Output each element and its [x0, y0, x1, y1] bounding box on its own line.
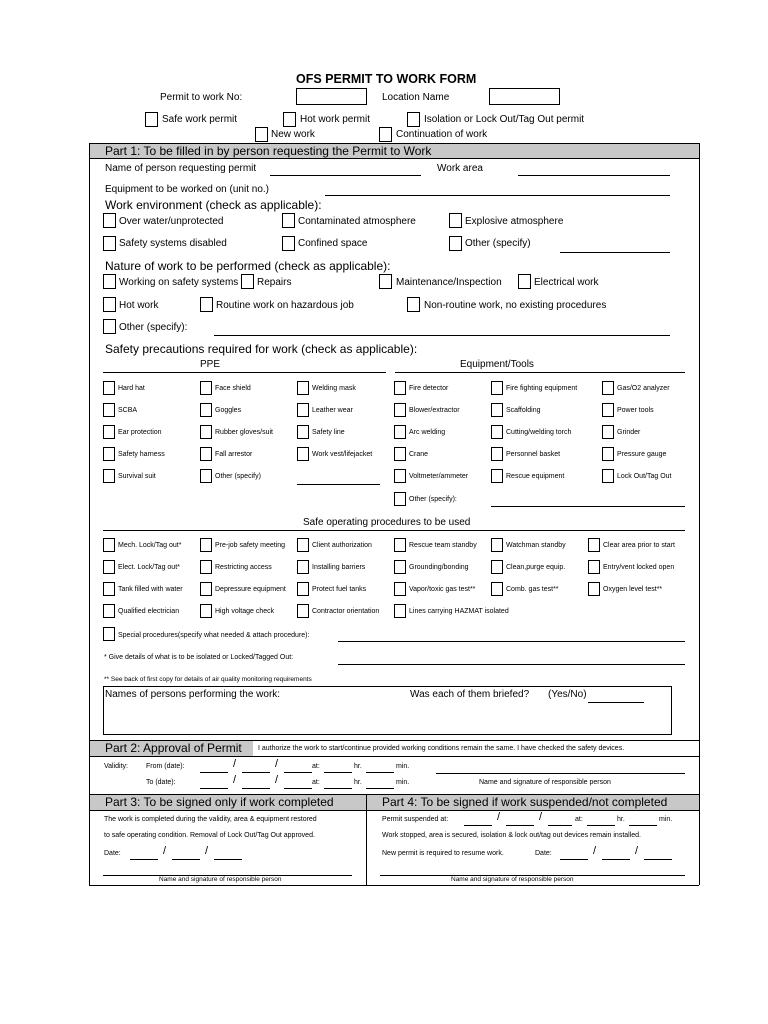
- precautions-heading: Safety precautions required for work (check as applicable):: [105, 342, 418, 356]
- sop-label: Oxygen level test**: [603, 586, 663, 593]
- part4-hr-label: hr.: [617, 816, 625, 823]
- part4-slash-1: /: [497, 811, 501, 823]
- ppe-checkbox[interactable]: [297, 403, 309, 417]
- sop-checkbox[interactable]: [588, 560, 600, 574]
- part4-suspended-label: Permit suspended at:: [382, 816, 449, 823]
- ppe-checkbox[interactable]: [297, 425, 309, 439]
- env-other-label: Other (specify): [465, 238, 531, 249]
- equipment-label: Rescue equipment: [506, 473, 565, 480]
- safety-disabled-checkbox[interactable]: [103, 236, 116, 251]
- equipment-checkbox[interactable]: [394, 447, 406, 461]
- ppe-checkbox[interactable]: [297, 447, 309, 461]
- ppe-checkbox[interactable]: [200, 425, 212, 439]
- to-year-line[interactable]: [284, 788, 312, 789]
- safe-work-permit-label: Safe work permit: [162, 114, 238, 125]
- equipment-label: Crane: [409, 451, 429, 458]
- part4-month-line[interactable]: [506, 825, 534, 826]
- to-date-label: To (date):: [146, 779, 176, 786]
- hot-work-permit-checkbox[interactable]: [283, 112, 296, 127]
- part2-heading: Part 2: Approval of Permit: [105, 741, 242, 755]
- hot-work-permit-label: Hot work permit: [300, 114, 371, 125]
- equipment-other-line[interactable]: [491, 506, 685, 507]
- sop-label: Contractor orientation: [312, 608, 380, 615]
- ppe-label: Other (specify): [215, 473, 261, 480]
- sop-label: Protect fuel tanks: [312, 586, 367, 593]
- new-work-checkbox[interactable]: [255, 127, 268, 142]
- sop-checkbox[interactable]: [491, 538, 503, 552]
- sop-checkbox[interactable]: [588, 582, 600, 596]
- ppe-checkbox[interactable]: [103, 469, 115, 483]
- part1-heading-rule: [89, 158, 699, 159]
- part4-hour-line[interactable]: [587, 825, 615, 826]
- ppe-checkbox[interactable]: [200, 469, 212, 483]
- equipment-checkbox[interactable]: [394, 469, 406, 483]
- ppe-checkbox[interactable]: [297, 381, 309, 395]
- part3-signature-label: Name and signature of responsible person: [159, 876, 282, 883]
- equip-rule: [395, 372, 685, 373]
- confined-label: Confined space: [298, 238, 368, 249]
- part3-line2: to safe operating condition. Removal of Lock Out/Tag Out approved.: [104, 832, 315, 839]
- ppe-label: Safety harness: [118, 451, 165, 458]
- from-month-line[interactable]: [242, 772, 270, 773]
- equipment-label: Pressure gauge: [617, 451, 667, 458]
- equipment-label: Equipment to be worked on (unit no.): [105, 184, 269, 195]
- equipment-tools-heading: Equipment/Tools: [460, 359, 534, 370]
- isolation-note-line[interactable]: [338, 664, 685, 665]
- ppe-label: Leather wear: [312, 407, 353, 414]
- equipment-checkbox[interactable]: [491, 381, 503, 395]
- safety-systems-label: Working on safety systems: [119, 277, 239, 288]
- briefed-label: Was each of them briefed?: [410, 689, 530, 700]
- sop-label: High voltage check: [215, 608, 275, 615]
- nature-hot-work-checkbox[interactable]: [103, 297, 116, 312]
- equipment-checkbox[interactable]: [602, 469, 614, 483]
- equipment-checkbox[interactable]: [394, 403, 406, 417]
- part3-heading-rule: [89, 810, 699, 811]
- safety-systems-checkbox[interactable]: [103, 274, 116, 289]
- sop-label: Rescue team standby: [409, 542, 477, 549]
- ppe-label: Hard hat: [118, 385, 145, 392]
- ppe-label: Work vest/lifejacket: [312, 451, 373, 458]
- equipment-checkbox[interactable]: [491, 469, 503, 483]
- non-routine-checkbox[interactable]: [407, 297, 420, 312]
- sop-heading: Safe operating procedures to be used: [303, 517, 471, 528]
- from-min-label: min.: [396, 763, 410, 770]
- ppe-checkbox[interactable]: [103, 447, 115, 461]
- part4-date-day-line[interactable]: [560, 859, 588, 860]
- nature-other-label: Other (specify):: [119, 322, 188, 333]
- sop-label: Depressure equipment: [215, 586, 286, 593]
- sop-checkbox[interactable]: [103, 538, 115, 552]
- ppe-label: Face shield: [215, 385, 251, 392]
- contaminated-label: Contaminated atmosphere: [298, 216, 416, 227]
- ppe-other-line[interactable]: [297, 484, 380, 485]
- part4-line2: Work stopped, area is secured, isolation & lock out/tag out devices remain installed.: [382, 832, 642, 839]
- sop-checkbox[interactable]: [297, 582, 309, 596]
- nature-other-checkbox[interactable]: [103, 319, 116, 334]
- part4-line3: New permit is required to resume work.: [382, 850, 504, 857]
- equipment-label: Fire fighting equipment: [506, 385, 578, 392]
- frame-left: [89, 143, 90, 885]
- equipment-checkbox[interactable]: [602, 381, 614, 395]
- yes-no-label: (Yes/No): [548, 689, 587, 700]
- sop-label: Installing barriers: [312, 564, 366, 571]
- sop-label: Entry/vent locked open: [603, 564, 675, 571]
- work-area-line[interactable]: [518, 175, 670, 176]
- sop-checkbox[interactable]: [297, 560, 309, 574]
- ppe-label: Survival suit: [118, 473, 156, 480]
- routine-checkbox[interactable]: [200, 297, 213, 312]
- nature-hot-work-label: Hot work: [119, 300, 159, 311]
- confined-checkbox[interactable]: [282, 236, 295, 251]
- part3-part4-divider: [366, 794, 367, 885]
- equipment-checkbox[interactable]: [602, 425, 614, 439]
- part4-min-line[interactable]: [629, 825, 657, 826]
- part3-line1: The work is completed during the validity, area & equipment restored: [104, 816, 317, 823]
- equipment-checkbox[interactable]: [491, 447, 503, 461]
- location-field[interactable]: [489, 88, 560, 105]
- work-area-label: Work area: [437, 163, 483, 174]
- ppe-rule: [103, 372, 386, 373]
- env-other-checkbox[interactable]: [449, 236, 462, 251]
- over-water-label: Over water/unprotected: [119, 216, 224, 227]
- frame-bottom: [89, 885, 699, 886]
- permit-no-label: Permit to work No:: [160, 92, 243, 103]
- maintenance-label: Maintenance/Inspection: [396, 277, 502, 288]
- special-procedures-line[interactable]: [338, 641, 685, 642]
- equipment-label: Lock Out/Tag Out: [617, 473, 672, 480]
- sop-label: Pre-job safety meeting: [215, 542, 286, 549]
- yes-no-line[interactable]: [588, 702, 644, 703]
- sop-checkbox[interactable]: [394, 538, 406, 552]
- env-other-line[interactable]: [560, 252, 670, 253]
- equipment-checkbox[interactable]: [602, 403, 614, 417]
- part4-date-year-line[interactable]: [644, 859, 672, 860]
- new-work-label: New work: [271, 129, 315, 140]
- equipment-label: Power tools: [617, 407, 654, 414]
- ppe-label: Goggles: [215, 407, 242, 414]
- maintenance-checkbox[interactable]: [379, 274, 392, 289]
- part4-signature-label: Name and signature of responsible person: [451, 876, 574, 883]
- ppe-label: Welding mask: [312, 385, 356, 392]
- from-min-line[interactable]: [366, 772, 394, 773]
- nature-other-line[interactable]: [214, 335, 670, 336]
- part3-date-label: Date:: [104, 850, 121, 857]
- air-quality-note: ** See back of first copy for details of air quality monitoring requirements: [104, 676, 312, 683]
- over-water-checkbox[interactable]: [103, 213, 116, 228]
- requester-name-label: Name of person requesting permit: [105, 163, 257, 174]
- equipment-label: Scaffolding: [506, 407, 541, 414]
- safe-work-permit-checkbox[interactable]: [145, 112, 158, 127]
- to-hr-label: hr.: [354, 779, 362, 786]
- equipment-label: Fire detector: [409, 385, 449, 392]
- sop-checkbox[interactable]: [588, 538, 600, 552]
- requester-name-line[interactable]: [270, 175, 421, 176]
- sop-label: Elect. Lock/Tag out*: [118, 564, 180, 571]
- sop-checkbox[interactable]: [297, 604, 309, 618]
- equipment-label: Other (specify):: [409, 496, 457, 503]
- validity-label: Validity:: [104, 763, 128, 770]
- permit-no-field[interactable]: [296, 88, 367, 105]
- from-at-label: at:: [312, 763, 320, 770]
- part1-heading: Part 1: To be filled in by person requesting the Permit to Work: [105, 144, 432, 158]
- isolation-permit-label: Isolation or Lock Out/Tag Out permit: [424, 114, 585, 125]
- part2-signature-label: Name and signature of responsible person: [479, 779, 611, 786]
- sop-label: Client authorization: [312, 542, 372, 549]
- continuation-checkbox[interactable]: [379, 127, 392, 142]
- to-day-line[interactable]: [200, 788, 228, 789]
- equipment-label: Grinder: [617, 429, 641, 436]
- sop-label: Clean,purge equip.: [506, 564, 566, 571]
- to-month-line[interactable]: [242, 788, 270, 789]
- safety-disabled-label: Safety systems disabled: [119, 238, 227, 249]
- part4-date-slash-1: /: [593, 845, 597, 857]
- equipment-label: Personnel basket: [506, 451, 561, 458]
- part4-at-label: at:: [575, 816, 583, 823]
- location-label: Location Name: [382, 92, 450, 103]
- sop-label: Mech. Lock/Tag out*: [118, 542, 182, 549]
- sop-checkbox[interactable]: [491, 582, 503, 596]
- part3-slash-1: /: [163, 845, 167, 857]
- sop-label: Restricting access: [215, 564, 272, 571]
- ppe-checkbox[interactable]: [103, 381, 115, 395]
- sop-checkbox[interactable]: [394, 604, 406, 618]
- ppe-label: Ear protection: [118, 429, 162, 436]
- from-year-line[interactable]: [284, 772, 312, 773]
- part2-heading-rule: [89, 756, 699, 757]
- part2-signature-line[interactable]: [436, 773, 685, 774]
- sop-label: Grounding/bonding: [409, 564, 469, 571]
- sop-label: Clear area prior to start: [603, 542, 675, 549]
- equipment-checkbox[interactable]: [394, 425, 406, 439]
- sop-checkbox[interactable]: [103, 604, 115, 618]
- sop-checkbox[interactable]: [297, 538, 309, 552]
- part4-min-label: min.: [659, 816, 673, 823]
- equipment-checkbox[interactable]: [602, 447, 614, 461]
- to-slash-2: /: [275, 774, 279, 786]
- sop-label: Tank filled with water: [118, 586, 183, 593]
- persons-label: Names of persons performing the work:: [105, 689, 281, 700]
- part4-year-line[interactable]: [548, 825, 572, 826]
- equipment-checkbox[interactable]: [491, 403, 503, 417]
- part4-date-month-line[interactable]: [602, 859, 630, 860]
- sop-label: Lines carrying HAZMAT isolated: [409, 608, 509, 615]
- non-routine-label: Non-routine work, no existing procedures: [424, 300, 607, 311]
- from-hour-line[interactable]: [324, 772, 352, 773]
- part3-slash-2: /: [205, 845, 209, 857]
- from-date-label: From (date):: [146, 763, 185, 770]
- equipment-label: Voltmeter/ammeter: [409, 473, 469, 480]
- part4-day-line[interactable]: [464, 825, 492, 826]
- part2-authorize-text: I authorize the work to start/continue provided working conditions remain the same. I have checked the safety devices.: [258, 745, 625, 752]
- part3-month-line[interactable]: [172, 859, 200, 860]
- ppe-heading: PPE: [200, 359, 221, 370]
- repairs-label: Repairs: [257, 277, 292, 288]
- routine-label: Routine work on hazardous job: [216, 300, 354, 311]
- equipment-label: Arc welding: [409, 429, 446, 436]
- sop-checkbox[interactable]: [103, 560, 115, 574]
- env-heading: Work environment (check as applicable):: [105, 198, 322, 212]
- part3-day-line[interactable]: [130, 859, 158, 860]
- part4-heading: Part 4: To be signed if work suspended/not completed: [382, 795, 668, 809]
- ppe-checkbox[interactable]: [200, 447, 212, 461]
- isolation-note: * Give details of what is to be isolated or Locked/Tagged Out:: [104, 654, 294, 661]
- repairs-checkbox[interactable]: [241, 274, 254, 289]
- special-procedures-label: Special procedures(specify what needed & attach procedure):: [118, 632, 310, 639]
- sop-label: Qualified electrician: [118, 608, 180, 615]
- explosive-checkbox[interactable]: [449, 213, 462, 228]
- equipment-label: Gas/O2 analyzer: [617, 385, 670, 392]
- part3-heading: Part 3: To be signed only if work completed: [105, 795, 334, 809]
- electrical-label: Electrical work: [534, 277, 599, 288]
- part4-date-slash-2: /: [635, 845, 639, 857]
- continuation-label: Continuation of work: [396, 129, 488, 140]
- sop-checkbox[interactable]: [103, 582, 115, 596]
- to-min-line[interactable]: [366, 788, 394, 789]
- special-procedures-checkbox[interactable]: [103, 627, 115, 641]
- electrical-checkbox[interactable]: [518, 274, 531, 289]
- sop-label: Watchman standby: [506, 542, 566, 549]
- sop-checkbox[interactable]: [200, 582, 212, 596]
- form-title: OFS PERMIT TO WORK FORM: [296, 72, 477, 86]
- ppe-label: Rubber gloves/suit: [215, 429, 273, 436]
- from-slash-1: /: [233, 758, 237, 770]
- explosive-label: Explosive atmosphere: [465, 216, 564, 227]
- to-slash-1: /: [233, 774, 237, 786]
- sop-checkbox[interactable]: [200, 604, 212, 618]
- sop-rule: [103, 530, 685, 531]
- ppe-label: SCBA: [118, 407, 138, 414]
- part4-slash-2: /: [539, 811, 543, 823]
- nature-heading: Nature of work to be performed (check as applicable):: [105, 259, 391, 273]
- contaminated-checkbox[interactable]: [282, 213, 295, 228]
- ppe-checkbox[interactable]: [103, 403, 115, 417]
- ppe-checkbox[interactable]: [200, 381, 212, 395]
- sop-label: Comb. gas test**: [506, 586, 559, 593]
- sop-checkbox[interactable]: [200, 538, 212, 552]
- ppe-label: Safety line: [312, 429, 345, 436]
- sop-checkbox[interactable]: [394, 560, 406, 574]
- to-min-label: min.: [396, 779, 410, 786]
- frame-right: [699, 143, 700, 885]
- ppe-checkbox[interactable]: [103, 425, 115, 439]
- sop-checkbox[interactable]: [200, 560, 212, 574]
- equipment-label: Blower/extractor: [409, 407, 460, 414]
- equipment-line[interactable]: [325, 195, 670, 196]
- to-at-label: at:: [312, 779, 320, 786]
- isolation-permit-checkbox[interactable]: [407, 112, 420, 127]
- equipment-label: Cutting/welding torch: [506, 429, 572, 436]
- sop-checkbox[interactable]: [491, 560, 503, 574]
- ppe-checkbox[interactable]: [200, 403, 212, 417]
- to-hour-line[interactable]: [324, 788, 352, 789]
- ppe-label: Fall arrestor: [215, 451, 253, 458]
- sop-checkbox[interactable]: [394, 582, 406, 596]
- from-slash-2: /: [275, 758, 279, 770]
- sop-label: Vapor/toxic gas test**: [409, 586, 476, 593]
- equipment-checkbox[interactable]: [394, 492, 406, 506]
- part4-date-label: Date:: [535, 850, 552, 857]
- from-day-line[interactable]: [200, 772, 228, 773]
- equipment-checkbox[interactable]: [491, 425, 503, 439]
- from-hr-label: hr.: [354, 763, 362, 770]
- equipment-checkbox[interactable]: [394, 381, 406, 395]
- part3-year-line[interactable]: [214, 859, 242, 860]
